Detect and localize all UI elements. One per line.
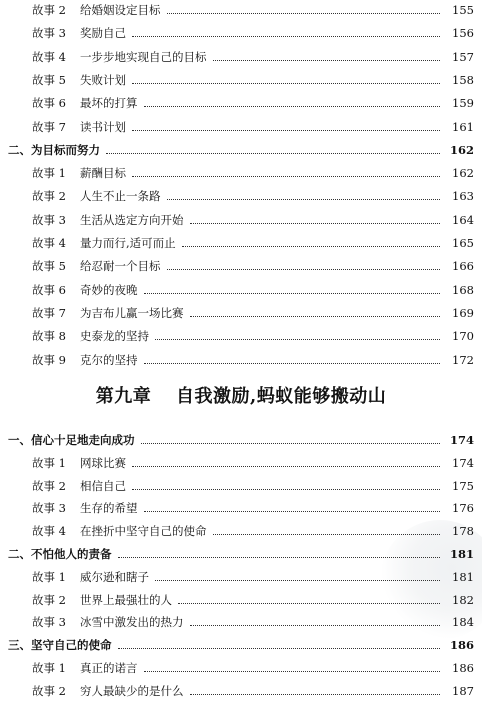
page-number: 184 [452,615,474,630]
story-number: 故事 2 [32,683,66,698]
page-number: 162 [449,142,474,157]
page-number: 168 [452,282,474,297]
page-number: 163 [452,189,474,204]
dot-leader [132,82,440,84]
story-number: 故事 6 [32,96,66,111]
dot-leader [132,488,440,490]
story-number: 故事 9 [32,352,66,367]
dot-leader [118,556,441,558]
dot-leader [190,624,441,626]
page-number: 186 [452,661,474,675]
story-number: 故事 2 [32,478,66,493]
story-title: 一步步地实现自己的目标 [80,49,207,64]
story-title: 在挫折中坚守自己的使命 [80,524,207,539]
section-title: 二、为目标而努力 [8,142,100,157]
story-number: 故事 4 [32,524,66,539]
toc-story-row[interactable] [0,353,482,367]
dot-leader [155,338,440,340]
page-number: 159 [452,96,474,111]
toc-story-row[interactable] [0,120,482,134]
story-number: 故事 3 [32,212,66,227]
dot-leader [144,292,441,294]
toc-story-row[interactable] [0,73,482,87]
toc-section-row[interactable] [0,433,482,447]
story-title: 读书计划 [80,119,126,134]
dot-leader [190,693,441,695]
story-number: 故事 3 [32,615,66,630]
toc-story-row[interactable] [0,501,482,515]
story-number: 故事 3 [32,501,66,516]
story-title: 失败计划 [80,72,126,87]
story-number: 故事 3 [32,26,66,41]
toc-story-row[interactable] [0,283,482,297]
dot-leader [132,175,440,177]
chapter-heading [0,382,482,408]
page-number: 181 [449,547,474,561]
page-number: 166 [452,259,474,274]
dot-leader [141,442,441,444]
toc-story-row[interactable] [0,570,482,584]
story-title: 威尔逊和瞎子 [80,569,149,584]
toc-story-row[interactable] [0,213,482,227]
story-number: 故事 2 [32,592,66,607]
dot-leader [182,245,440,247]
story-number: 故事 5 [32,259,66,274]
page-number: 182 [452,592,474,607]
story-title: 真正的诺言 [80,661,138,675]
story-number: 故事 1 [32,661,66,675]
story-number: 故事 6 [32,282,66,297]
page-number: 174 [449,433,474,447]
story-title: 克尔的坚持 [80,352,138,367]
toc-story-row[interactable] [0,615,482,629]
chapter-title: 自我激励,蚂蚁能够搬动山 [176,386,387,407]
dot-leader [167,268,441,270]
dot-leader [167,12,441,14]
toc-section-row[interactable] [0,547,482,561]
toc-story-row[interactable] [0,236,482,250]
story-number: 故事 2 [32,3,66,17]
toc-story-row[interactable] [0,661,482,675]
toc-story-row[interactable] [0,684,482,698]
dot-leader [106,152,440,154]
toc-story-row[interactable] [0,306,482,320]
story-title: 世界上最强壮的人 [80,592,172,607]
story-number: 故事 1 [32,166,66,181]
story-title: 穷人最缺少的是什么 [80,683,184,698]
page-number: 157 [452,49,474,64]
page-number: 158 [452,72,474,87]
toc-story-row[interactable] [0,26,482,40]
page-number: 164 [452,212,474,227]
story-number: 故事 2 [32,189,66,204]
dot-leader [144,105,441,107]
page-number: 172 [452,352,474,367]
story-number: 故事 1 [32,569,66,584]
toc-story-row[interactable] [0,166,482,180]
dot-leader [144,362,441,364]
page-number: 155 [452,3,474,17]
page-number: 187 [452,683,474,698]
dot-leader [144,510,441,512]
story-number: 故事 7 [32,119,66,134]
page-number: 178 [452,524,474,539]
toc-story-row[interactable] [0,189,482,203]
story-title: 给忍耐一个目标 [80,259,161,274]
story-number: 故事 5 [32,72,66,87]
dot-leader [155,579,440,581]
page-number: 162 [452,166,474,181]
toc-story-row[interactable] [0,50,482,64]
toc-section-row[interactable] [0,638,482,652]
dot-leader [118,647,441,649]
story-title: 薪酬目标 [80,166,126,181]
story-title: 相信自己 [80,478,126,493]
story-title: 最坏的打算 [80,96,138,111]
section-title: 三、坚守自己的使命 [8,638,112,653]
page-number: 174 [452,455,474,470]
story-title: 奇妙的夜晚 [80,282,138,297]
story-title: 网球比赛 [80,455,126,470]
story-title: 为吉布儿赢一场比赛 [80,305,184,320]
dot-leader [178,602,440,604]
story-number: 故事 4 [32,236,66,250]
story-title: 生存的希望 [80,501,138,516]
dot-leader [132,35,440,37]
toc-story-row[interactable] [0,593,482,607]
dot-leader [167,198,441,200]
section-title: 二、不怕他人的责备 [8,547,112,561]
story-number: 故事 4 [32,49,66,64]
story-number: 故事 8 [32,329,66,344]
page-number: 161 [452,119,474,134]
story-title: 冰雪中激发出的热力 [80,615,184,630]
toc-section-row[interactable] [0,143,482,157]
page-number: 176 [452,501,474,516]
story-title: 史泰龙的坚持 [80,329,149,344]
page-number: 165 [452,236,474,250]
dot-leader [190,315,441,317]
story-title: 奖励自己 [80,26,126,41]
toc-story-row[interactable] [0,96,482,110]
story-title: 人生不止一条路 [80,189,161,204]
story-number: 故事 7 [32,305,66,320]
story-title: 给婚姻设定目标 [80,3,161,17]
toc-story-row[interactable] [0,3,482,17]
story-title: 量力而行,适可而止 [80,236,176,250]
page-number: 186 [449,638,474,653]
toc-story-row[interactable] [0,524,482,538]
dot-leader [213,533,441,535]
story-title: 生活从选定方向开始 [80,212,184,227]
dot-leader [132,465,440,467]
section-title: 一、信心十足地走向成功 [8,433,135,447]
page-number: 156 [452,26,474,41]
page-number: 181 [452,569,474,584]
chapter-number: 第九章 [95,386,152,407]
page-number: 175 [452,478,474,493]
toc-story-row[interactable] [0,479,482,493]
dot-leader [144,670,441,672]
dot-leader [132,129,440,131]
toc-story-row[interactable] [0,259,482,273]
story-number: 故事 1 [32,455,66,470]
page-number: 170 [452,329,474,344]
page-number: 169 [452,305,474,320]
toc-story-row[interactable] [0,456,482,470]
dot-leader [213,59,441,61]
toc-story-row[interactable] [0,329,482,343]
dot-leader [190,222,441,224]
